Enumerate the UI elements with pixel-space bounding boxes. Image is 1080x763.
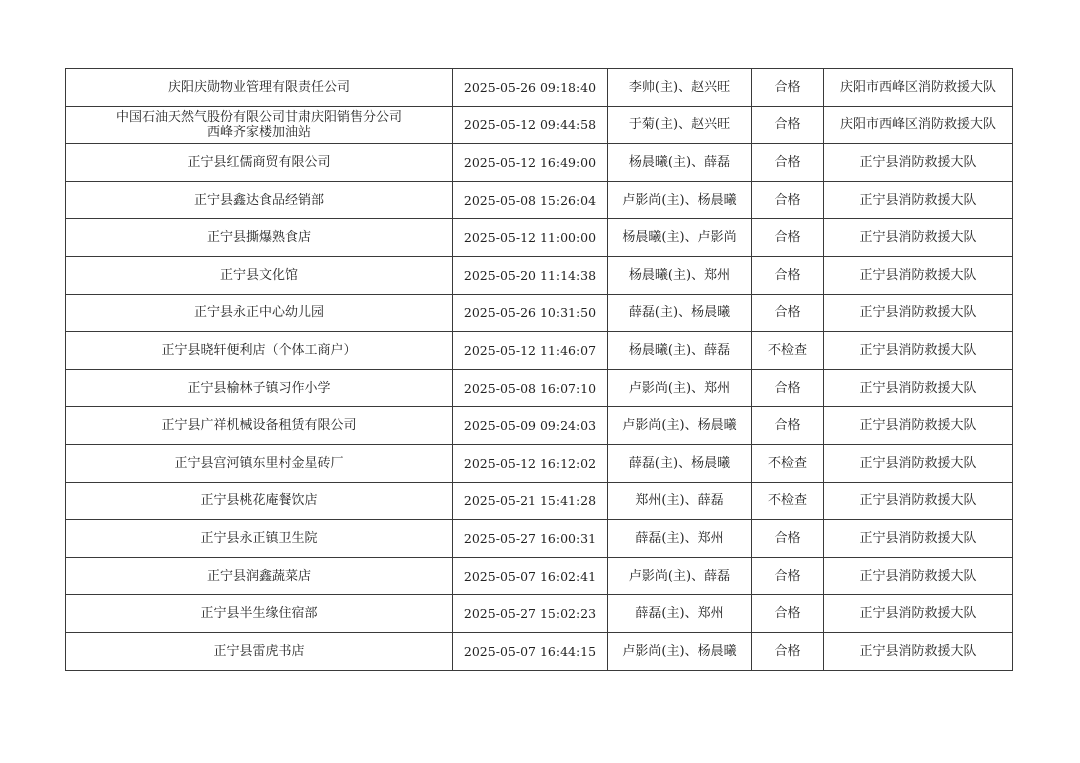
cell-department: 正宁县消防救援大队 [824, 444, 1013, 482]
cell-result: 不检查 [752, 332, 824, 370]
table-row [66, 219, 1013, 257]
cell-result: 不检查 [752, 444, 824, 482]
cell-department: 庆阳市西峰区消防救援大队 [824, 69, 1013, 107]
table-row [66, 369, 1013, 407]
cell-result: 合格 [752, 181, 824, 219]
table-body [66, 69, 1013, 671]
cell-unit-name [66, 520, 453, 558]
unit-name-line: 正宁县桃花庵餐饮店 [200, 493, 318, 509]
cell-result: 合格 [752, 407, 824, 445]
cell-unit-name [66, 144, 453, 182]
cell-inspection-time: 2025-05-27 15:02:23 [453, 595, 608, 633]
table-row [66, 294, 1013, 332]
cell-inspection-time: 2025-05-08 15:26:04 [453, 181, 608, 219]
cell-inspection-time: 2025-05-26 09:18:40 [453, 69, 608, 107]
cell-unit-name [66, 407, 453, 445]
cell-department: 正宁县消防救援大队 [824, 407, 1013, 445]
cell-unit-name [66, 332, 453, 370]
unit-name-line: 正宁县润鑫蔬菜店 [206, 568, 311, 584]
table-row [66, 256, 1013, 294]
table-row [66, 69, 1013, 107]
cell-inspection-time: 2025-05-09 09:24:03 [453, 407, 608, 445]
cell-inspectors: 杨晨曦(主)、薛磊 [608, 332, 752, 370]
cell-inspectors: 薛磊(主)、杨晨曦 [608, 444, 752, 482]
cell-inspectors: 卢影尚(主)、薛磊 [608, 557, 752, 595]
cell-result: 合格 [752, 369, 824, 407]
unit-name-line: 正宁县广祥机械设备租赁有限公司 [161, 418, 357, 434]
cell-department: 正宁县消防救援大队 [824, 482, 1013, 520]
cell-department: 正宁县消防救援大队 [824, 144, 1013, 182]
unit-name-line: 正宁县宫河镇东里村金星砖厂 [174, 455, 344, 471]
cell-result: 合格 [752, 595, 824, 633]
cell-unit-name [66, 256, 453, 294]
cell-result: 合格 [752, 144, 824, 182]
cell-inspection-time: 2025-05-07 16:44:15 [453, 632, 608, 670]
unit-name-line: 正宁县红儒商贸有限公司 [187, 154, 331, 170]
cell-department: 正宁县消防救援大队 [824, 256, 1013, 294]
cell-department: 正宁县消防救援大队 [824, 595, 1013, 633]
table-row [66, 595, 1013, 633]
unit-name-line: 正宁县永正中心幼儿园 [193, 305, 324, 321]
cell-result: 合格 [752, 557, 824, 595]
cell-inspectors: 薛磊(主)、郑州 [608, 595, 752, 633]
unit-name-line: 正宁县半生缘住宿部 [200, 606, 318, 622]
unit-name-line: 正宁县永正镇卫生院 [200, 530, 318, 546]
cell-department: 正宁县消防救援大队 [824, 520, 1013, 558]
cell-result: 合格 [752, 256, 824, 294]
cell-result: 合格 [752, 219, 824, 257]
cell-inspection-time: 2025-05-20 11:14:38 [453, 256, 608, 294]
cell-inspectors: 杨晨曦(主)、郑州 [608, 256, 752, 294]
cell-inspectors: 李帅(主)、赵兴旺 [608, 69, 752, 107]
inspection-records-sheet [65, 68, 1012, 671]
cell-unit-name [66, 369, 453, 407]
cell-inspection-time: 2025-05-12 11:46:07 [453, 332, 608, 370]
cell-department: 正宁县消防救援大队 [824, 369, 1013, 407]
cell-department: 庆阳市西峰区消防救援大队 [824, 106, 1013, 144]
cell-unit-name [66, 632, 453, 670]
cell-department: 正宁县消防救援大队 [824, 181, 1013, 219]
cell-inspection-time: 2025-05-27 16:00:31 [453, 520, 608, 558]
cell-unit-name [66, 106, 453, 144]
cell-result: 不检查 [752, 482, 824, 520]
cell-inspection-time: 2025-05-26 10:31:50 [453, 294, 608, 332]
cell-inspectors: 杨晨曦(主)、卢影尚 [608, 219, 752, 257]
cell-department: 正宁县消防救援大队 [824, 557, 1013, 595]
cell-unit-name [66, 482, 453, 520]
unit-name-line: 正宁县撕爆熟食店 [206, 230, 311, 246]
cell-inspection-time: 2025-05-12 11:00:00 [453, 219, 608, 257]
cell-inspectors: 卢影尚(主)、杨晨曦 [608, 181, 752, 219]
unit-name-line: 正宁县晓轩便利店（个体工商户） [161, 342, 357, 358]
cell-inspection-time: 2025-05-21 15:41:28 [453, 482, 608, 520]
unit-name-line: 正宁县榆林子镇习作小学 [187, 380, 331, 396]
table-row [66, 332, 1013, 370]
table-row [66, 520, 1013, 558]
unit-name-line: 正宁县文化馆 [219, 267, 298, 283]
cell-inspectors: 郑州(主)、薛磊 [608, 482, 752, 520]
cell-inspectors: 卢影尚(主)、郑州 [608, 369, 752, 407]
cell-department: 正宁县消防救援大队 [824, 294, 1013, 332]
table-row [66, 106, 1013, 144]
cell-inspectors: 杨晨曦(主)、薛磊 [608, 144, 752, 182]
cell-result: 合格 [752, 632, 824, 670]
cell-result: 合格 [752, 520, 824, 558]
table-row [66, 482, 1013, 520]
unit-name-line: 正宁县雷虎书店 [213, 643, 305, 659]
unit-name-line: 中国石油天然气股份有限公司甘肃庆阳销售分公司 [115, 109, 402, 125]
cell-unit-name [66, 444, 453, 482]
cell-unit-name [66, 69, 453, 107]
cell-result: 合格 [752, 69, 824, 107]
cell-department: 正宁县消防救援大队 [824, 332, 1013, 370]
cell-inspection-time: 2025-05-07 16:02:41 [453, 557, 608, 595]
cell-result: 合格 [752, 106, 824, 144]
cell-inspection-time: 2025-05-12 16:12:02 [453, 444, 608, 482]
cell-department: 正宁县消防救援大队 [824, 219, 1013, 257]
cell-unit-name [66, 595, 453, 633]
cell-inspection-time: 2025-05-08 16:07:10 [453, 369, 608, 407]
cell-unit-name [66, 181, 453, 219]
table-row [66, 632, 1013, 670]
inspection-records-table [65, 68, 1013, 671]
table-row [66, 444, 1013, 482]
cell-department: 正宁县消防救援大队 [824, 632, 1013, 670]
cell-unit-name [66, 219, 453, 257]
cell-inspectors: 薛磊(主)、郑州 [608, 520, 752, 558]
cell-unit-name [66, 557, 453, 595]
cell-inspection-time: 2025-05-12 09:44:58 [453, 106, 608, 144]
cell-inspectors: 卢影尚(主)、杨晨曦 [608, 632, 752, 670]
unit-name-line: 西峰齐家楼加油站 [206, 124, 311, 140]
table-row [66, 181, 1013, 219]
table-row [66, 557, 1013, 595]
table-row [66, 407, 1013, 445]
unit-name-line: 庆阳庆勋物业管理有限责任公司 [167, 79, 350, 95]
cell-result: 合格 [752, 294, 824, 332]
cell-inspectors: 卢影尚(主)、杨晨曦 [608, 407, 752, 445]
cell-inspectors: 薛磊(主)、杨晨曦 [608, 294, 752, 332]
cell-unit-name [66, 294, 453, 332]
cell-inspectors: 于菊(主)、赵兴旺 [608, 106, 752, 144]
unit-name-line: 正宁县鑫达食品经销部 [193, 192, 324, 208]
table-row [66, 144, 1013, 182]
cell-inspection-time: 2025-05-12 16:49:00 [453, 144, 608, 182]
